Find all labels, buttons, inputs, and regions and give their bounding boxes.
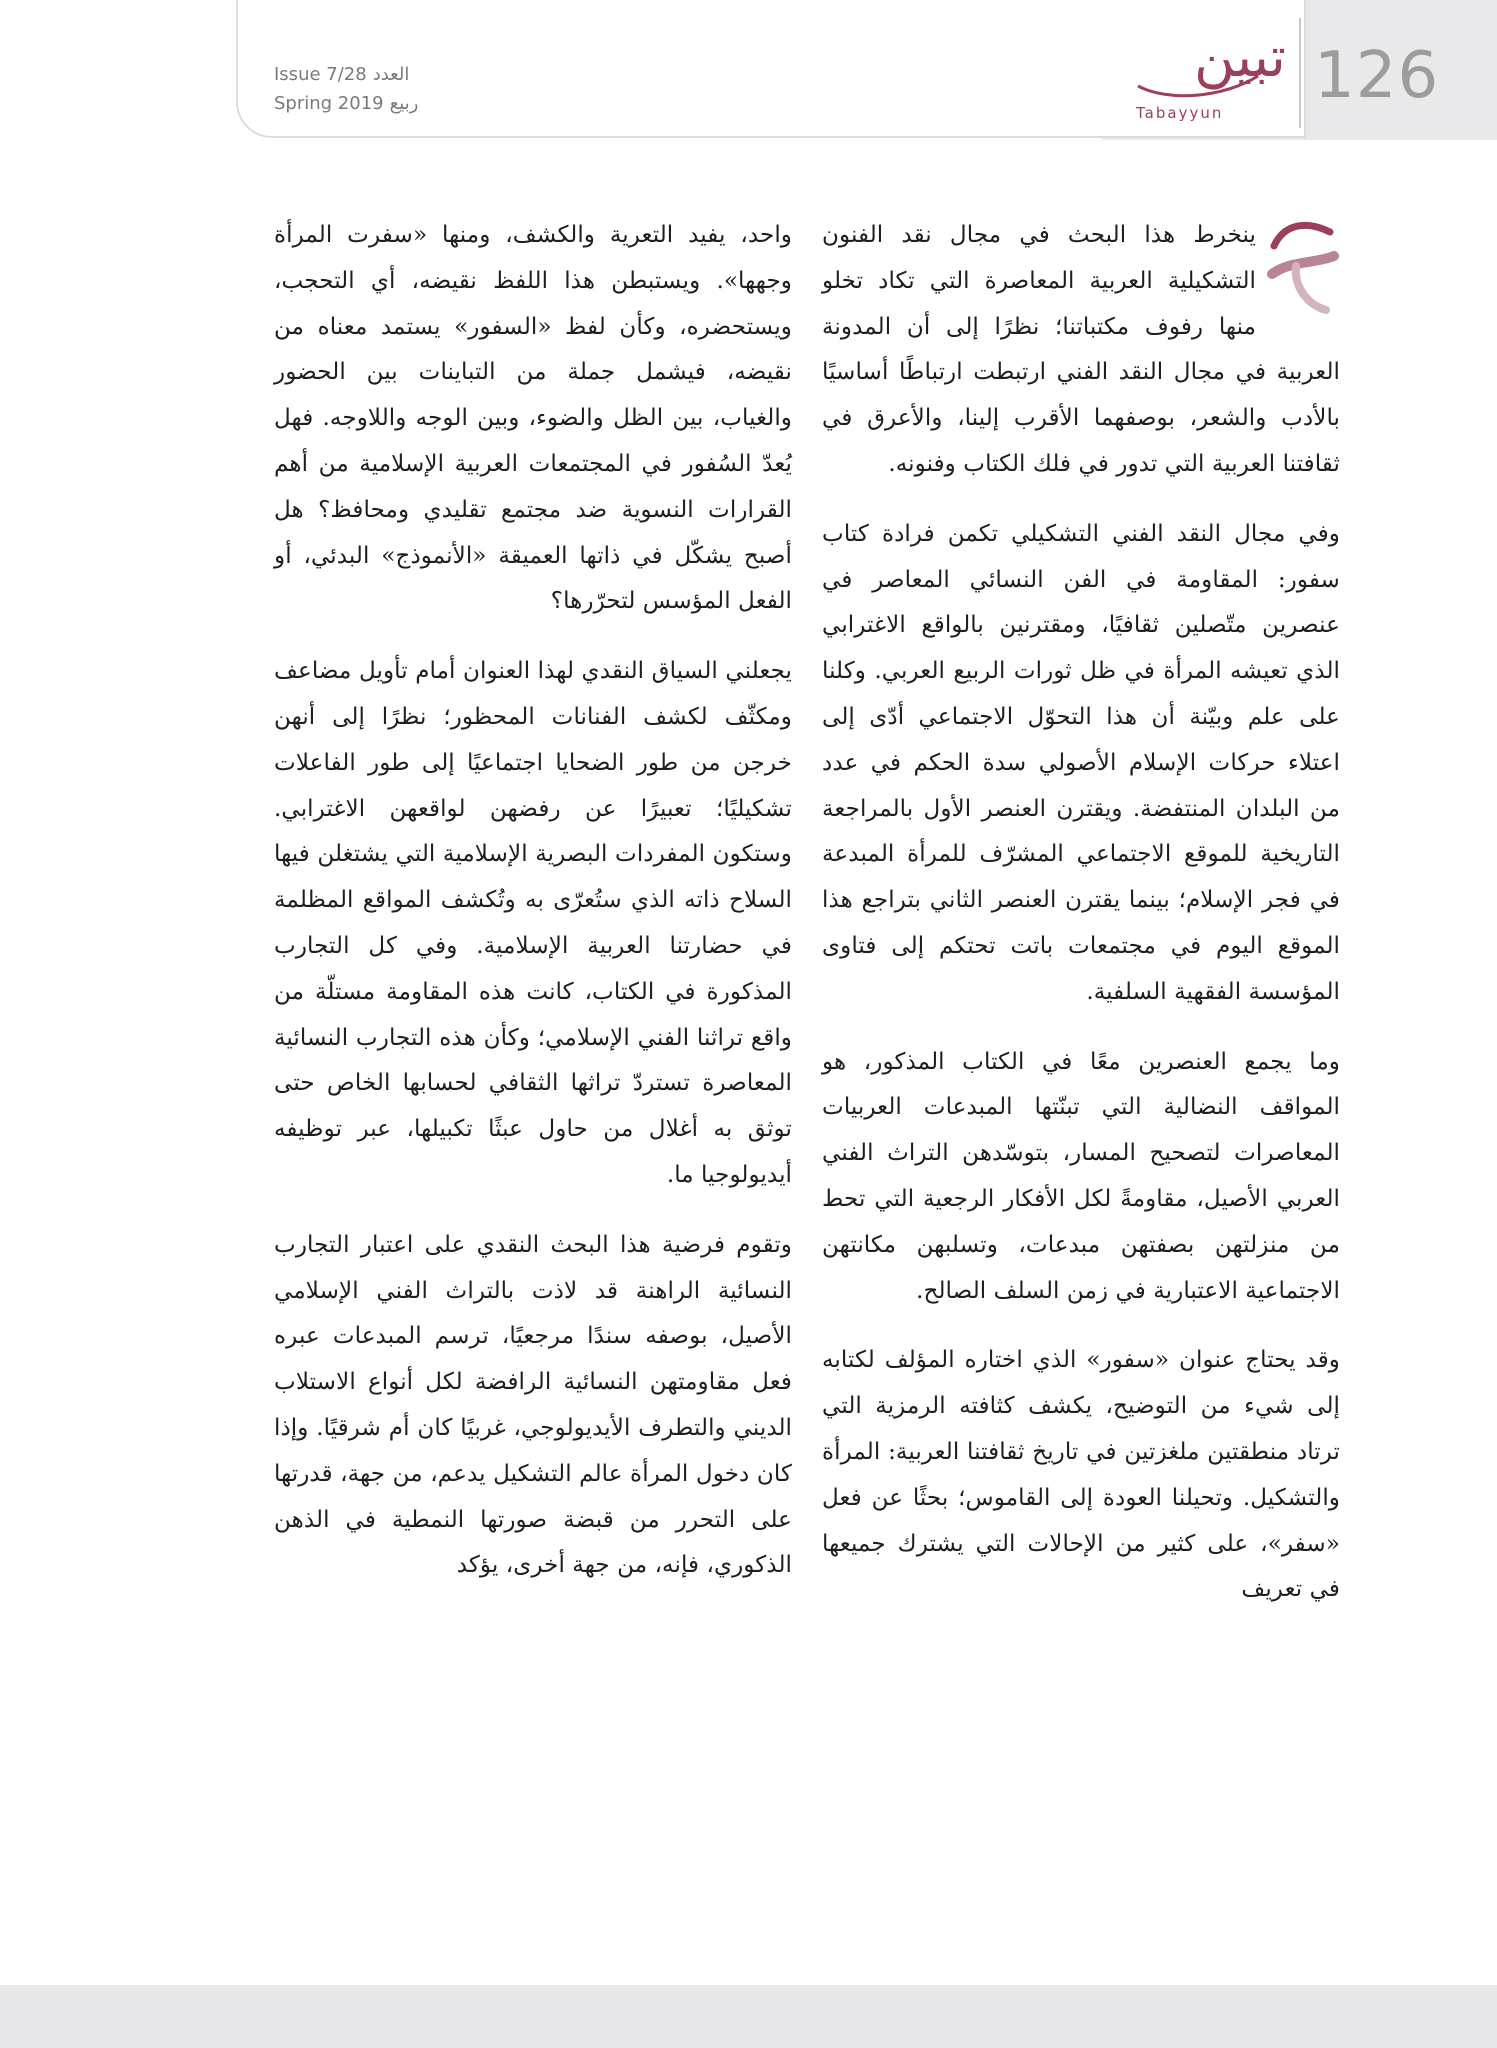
issue-number: Issue 7/28 (274, 64, 367, 85)
calligraphic-initial-icon (1266, 216, 1340, 316)
logo-latin: Tabayyun (1136, 104, 1224, 122)
issue-line (274, 60, 424, 89)
paragraph: ينخرط هذا البحث في مجال نقد الفنون التشكيلية العربية المعاصرة التي تكاد تخلو منها رفوف مكتباتنا؛ نظرًا إلى أن المدونة العربية في مجال النقد الفني ارتبطت ارتباطًا أساسيًا بالأدب والشعر، بوصفهما الأقرب إلينا، والأعرق في ثقافتنا العربية التي تدور في فلك الكتاب وفنونه. (822, 221, 1340, 477)
paragraph: وفي مجال النقد الفني التشكيلي تكمن فرادة كتاب سفور: المقاومة في الفن النسائي المعاصر في عنصرين متّصلين ثقافيًا، ومقترنين بالواقع الاغترابي الذي تعيشه المرأة في ظل ثورات الربيع العربي. وكلنا على علم وبيّنة أن هذا التحوّل الاجتماعي أدّى إلى اعتلاء حركات الإسلام الأصولي سدة الحكم في عدد من البلدان المنتفضة. ويقترن العنصر الأول بالمراجعة التاريخية للموقع الاجتماعي المشرّف للمرأة المبدعة في فجر الإسلام؛ بينما يقترن العنصر الثاني بتراجع هذا الموقع اليوم في مجتمعات باتت تحتكم إلى فتاوى المؤسسة الفقهية السلفية. (822, 519, 1340, 1005)
left-column (274, 212, 792, 1612)
tabayyun-logo (1128, 25, 1288, 128)
page-number: 126 (1314, 39, 1440, 113)
season-label-ar: ربيع (389, 93, 419, 114)
paragraph: يجعلني السياق النقدي لهذا العنوان أمام تأويل مضاعف ومكثّف لكشف الفنانات المحظور؛ نظرًا إلى أنهن خرجن من طور الضحايا اجتماعيًا إلى طور الفاعلات تشكيليًا؛ تعبيرًا عن رفضهن لواقعهن الاغترابي. وستكون المفردات البصرية الإسلامية التي يشتغلن فيها السلاح ذاته الذي ستُعرّى به وتُكشف المواقع المظلمة في حضارتنا العربية الإسلامية. وفي كل التجارب المذكورة في الكتاب، كانت هذه المقاومة مستلّة من واقع تراثنا الفني الإسلامي؛ وكأن هذه التجارب النسائية المعاصرة تستردّ تراثها الثقافي لحسابها الخاص حتى توثق به أغلال من حاول عبثًا تكبيلها، عبر توظيفه أيديولوجيا ما. (274, 657, 792, 1188)
paragraph: وما يجمع العنصرين معًا في الكتاب المذكور، هو المواقف النضالية التي تبنّتها المبدعات العربيات المعاصرات لتصحيح المسار، بتوسّدهن التراث الفني العربي الأصيل، مقاومةً لكل الأفكار الرجعية التي تحط من منزلتهن بصفتهن مبدعات، وتسلبهن مكانتهن الاجتماعية الاعتبارية في زمن السلف الصالح. (822, 1047, 1340, 1304)
issue-info (274, 60, 424, 118)
paragraph: وقد يحتاج عنوان «سفور» الذي اختاره المؤلف لكتابه إلى شيء من التوضيح، يكشف كثافته الرمزية التي ترتاد منطقتين ملغزتين في تاريخ ثقافتنا العربية: المرأة والتشكيل. وتحيلنا العودة إلى القاموس؛ بحثًا عن فعل «سفر»، على كثير من الإحالات التي يشترك جميعها في تعريف (822, 1346, 1340, 1603)
logo-arabic: تبين (1193, 25, 1286, 90)
issue-label-ar: العدد (372, 64, 410, 85)
right-column (822, 212, 1340, 1636)
header-divider (1299, 18, 1301, 128)
paragraph: وتقوم فرضية هذا البحث النقدي على اعتبار التجارب النسائية الراهنة قد لاذت بالتراث الفني الإسلامي الأصيل، بوصفه سندًا مرجعيًا، ترسم المبدعات عبره فعل مقاومتهن النسائية الرافضة لكل أنواع الاستلاب الديني والتطرف الأيديولوجي، غربيًا كان أم شرقيًا. وإذا كان دخول المرأة عالم التشكيل يدعم، من جهة، قدرتها على التحرر من قبضة صورتها النمطية في الذهن الذكوري، فإنه، من جهة أخرى، يؤكد (274, 1230, 792, 1579)
footer-bar (0, 1985, 1497, 2048)
season-line (274, 89, 424, 118)
season-en: Spring 2019 (274, 93, 384, 114)
paragraph: واحد، يفيد التعرية والكشف، ومنها «سفرت المرأة وجهها». ويستبطن هذا اللفظ نقيضه، أي التحجب، ويستحضره، وكأن لفظ «السفور» يستمد معناه من نقيضه، فيشمل جملة من التباينات بين الحضور والغياب، بين الظل والضوء، وبين الوجه واللاوجه. فهل يُعدّ السُفور في المجتمعات العربية الإسلامية من أهم القرارات النسوية ضد مجتمع تقليدي ومحافظ؟ هل أصبح يشكّل في ذاتها العميقة «الأنموذج» البدئي، أو الفعل المؤسس لتحرّرها؟ (274, 221, 792, 615)
